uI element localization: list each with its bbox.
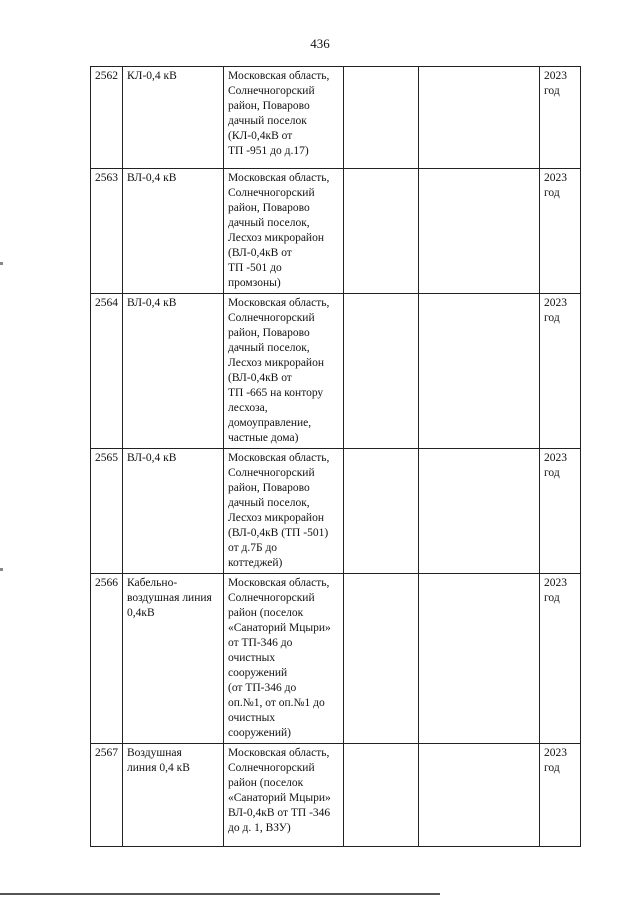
year-cell: [540, 744, 581, 847]
address-cell-line: ТП -501 до: [228, 262, 282, 274]
address-cell-line: Солнечногорский: [228, 592, 315, 604]
year-cell-line: год: [544, 85, 560, 97]
address-cell-line: Солнечногорский: [228, 85, 315, 97]
address-cell-line: лесхоза,: [228, 402, 268, 414]
year-cell-line: год: [544, 467, 560, 479]
address-cell-line: Московская область,: [228, 172, 330, 184]
year-cell-line: 2023: [544, 297, 567, 309]
address-cell: [224, 294, 344, 449]
line-type-cell: [123, 449, 224, 574]
address-cell-line: дачный поселок,: [228, 342, 310, 354]
year-cell-line: 2023: [544, 172, 567, 184]
address-cell-line: (ВЛ-0,4кВ (ТП -501): [228, 527, 329, 539]
address-cell-line: (КЛ-0,4кВ от: [228, 130, 293, 142]
address-cell-line: Московская область,: [228, 747, 330, 759]
empty-cell: [419, 67, 540, 169]
line-type-cell-line: линия 0,4 кВ: [127, 762, 190, 774]
address-cell-line: Солнечногорский: [228, 467, 315, 479]
table-row: [91, 744, 581, 847]
table-row: [91, 449, 581, 574]
year-cell-line: год: [544, 762, 560, 774]
year-cell-line: 2023: [544, 452, 567, 464]
registry-table: [90, 66, 581, 847]
empty-cell: [419, 574, 540, 744]
address-cell-line: (от ТП-346 до: [228, 682, 297, 694]
address-cell-line: район, Поварово: [228, 202, 310, 214]
address-cell-line: частные дома): [228, 432, 299, 444]
address-cell-line: дачный поселок: [228, 115, 307, 127]
address-cell-line: район, Поварово: [228, 100, 310, 112]
empty-cell: [419, 744, 540, 847]
table-body: [91, 67, 581, 847]
address-cell: [224, 169, 344, 294]
address-cell-line: коттеджей): [228, 557, 283, 569]
address-cell-line: ТП -951 до д.17): [228, 145, 309, 157]
address-cell-line: (ВЛ-0,4кВ от: [228, 372, 292, 384]
address-cell-line: Лесхоз микрорайон: [228, 357, 324, 369]
address-cell-line: сооружений): [228, 727, 291, 739]
address-cell-line: оп.№1, от оп.№1 до: [228, 697, 325, 709]
address-cell-line: «Санаторий Мцыри»: [228, 792, 331, 804]
line-type-cell: [123, 744, 224, 847]
table-row: [91, 169, 581, 294]
page-number: 436: [310, 36, 330, 51]
address-cell-line: до д. 1, ВЗУ): [228, 822, 291, 834]
scan-edge-mark: [0, 262, 3, 265]
address-cell-line: (ВЛ-0,4кВ от: [228, 247, 292, 259]
row-number-cell: 2566: [91, 574, 123, 744]
address-cell-line: ВЛ-0,4кВ от ТП -346: [228, 807, 331, 819]
line-type-cell-line: 0,4кВ: [127, 607, 155, 619]
empty-cell: [419, 169, 540, 294]
table-row: [91, 294, 581, 449]
year-cell-line: 2023: [544, 577, 567, 589]
empty-cell: [344, 449, 419, 574]
address-cell: [224, 67, 344, 169]
row-number-cell: 2567: [91, 744, 123, 847]
line-type-cell-line: ВЛ-0,4 кВ: [127, 297, 177, 309]
year-cell: [540, 294, 581, 449]
year-cell-line: год: [544, 592, 560, 604]
table-row: [91, 574, 581, 744]
line-type-cell-line: Воздушная: [127, 747, 182, 759]
address-cell-line: район, Поварово: [228, 327, 310, 339]
address-cell: [224, 744, 344, 847]
year-cell: [540, 67, 581, 169]
address-cell-line: очистных: [228, 652, 276, 664]
empty-cell: [344, 67, 419, 169]
table-row: [91, 67, 581, 169]
year-cell-line: 2023: [544, 70, 567, 82]
address-cell-line: сооружений: [228, 667, 288, 679]
address-cell-line: Солнечногорский: [228, 187, 315, 199]
address-cell-line: Солнечногорский: [228, 312, 315, 324]
empty-cell: [344, 294, 419, 449]
address-cell-line: домоуправление,: [228, 417, 312, 429]
address-cell-line: от д.7Б до: [228, 542, 278, 554]
address-cell-line: Московская область,: [228, 577, 330, 589]
line-type-cell: [123, 169, 224, 294]
line-type-cell: [123, 67, 224, 169]
year-cell: [540, 169, 581, 294]
address-cell-line: район (поселок: [228, 607, 304, 619]
row-number-cell: 2562: [91, 67, 123, 169]
address-cell-line: «Санаторий Мцыри»: [228, 622, 331, 634]
address-cell-line: Московская область,: [228, 70, 330, 82]
year-cell-line: 2023: [544, 747, 567, 759]
year-cell-line: год: [544, 312, 560, 324]
address-cell-line: Московская область,: [228, 297, 330, 309]
year-cell: [540, 574, 581, 744]
address-cell-line: Лесхоз микрорайон: [228, 232, 324, 244]
address-cell-line: очистных: [228, 712, 276, 724]
address-cell-line: Лесхоз микрорайон: [228, 512, 324, 524]
line-type-cell-line: ВЛ-0,4 кВ: [127, 452, 177, 464]
year-cell-line: год: [544, 187, 560, 199]
address-cell: [224, 449, 344, 574]
line-type-cell-line: КЛ-0,4 кВ: [127, 70, 177, 82]
empty-cell: [419, 449, 540, 574]
empty-cell: [344, 744, 419, 847]
empty-cell: [344, 169, 419, 294]
address-cell-line: ТП -665 на контору: [228, 387, 324, 399]
address-cell-line: Московская область,: [228, 452, 330, 464]
address-cell-line: от ТП-346 до: [228, 637, 293, 649]
address-cell-line: промзоны): [228, 277, 281, 289]
row-number-cell: 2565: [91, 449, 123, 574]
address-cell: [224, 574, 344, 744]
address-cell-line: Солнечногорский: [228, 762, 315, 774]
line-type-cell: [123, 574, 224, 744]
address-cell-line: дачный поселок,: [228, 217, 310, 229]
line-type-cell-line: ВЛ-0,4 кВ: [127, 172, 177, 184]
empty-cell: [419, 294, 540, 449]
scan-edge-mark: [0, 568, 3, 571]
empty-cell: [344, 574, 419, 744]
row-number-cell: 2564: [91, 294, 123, 449]
year-cell: [540, 449, 581, 574]
address-cell-line: район, Поварово: [228, 482, 310, 494]
line-type-cell-line: воздушная линия: [127, 592, 212, 604]
address-cell-line: дачный поселок,: [228, 497, 310, 509]
address-cell-line: район (поселок: [228, 777, 304, 789]
line-type-cell: [123, 294, 224, 449]
line-type-cell-line: Кабельно-: [127, 577, 178, 589]
row-number-cell: 2563: [91, 169, 123, 294]
scan-bottom-edge: [0, 893, 440, 895]
